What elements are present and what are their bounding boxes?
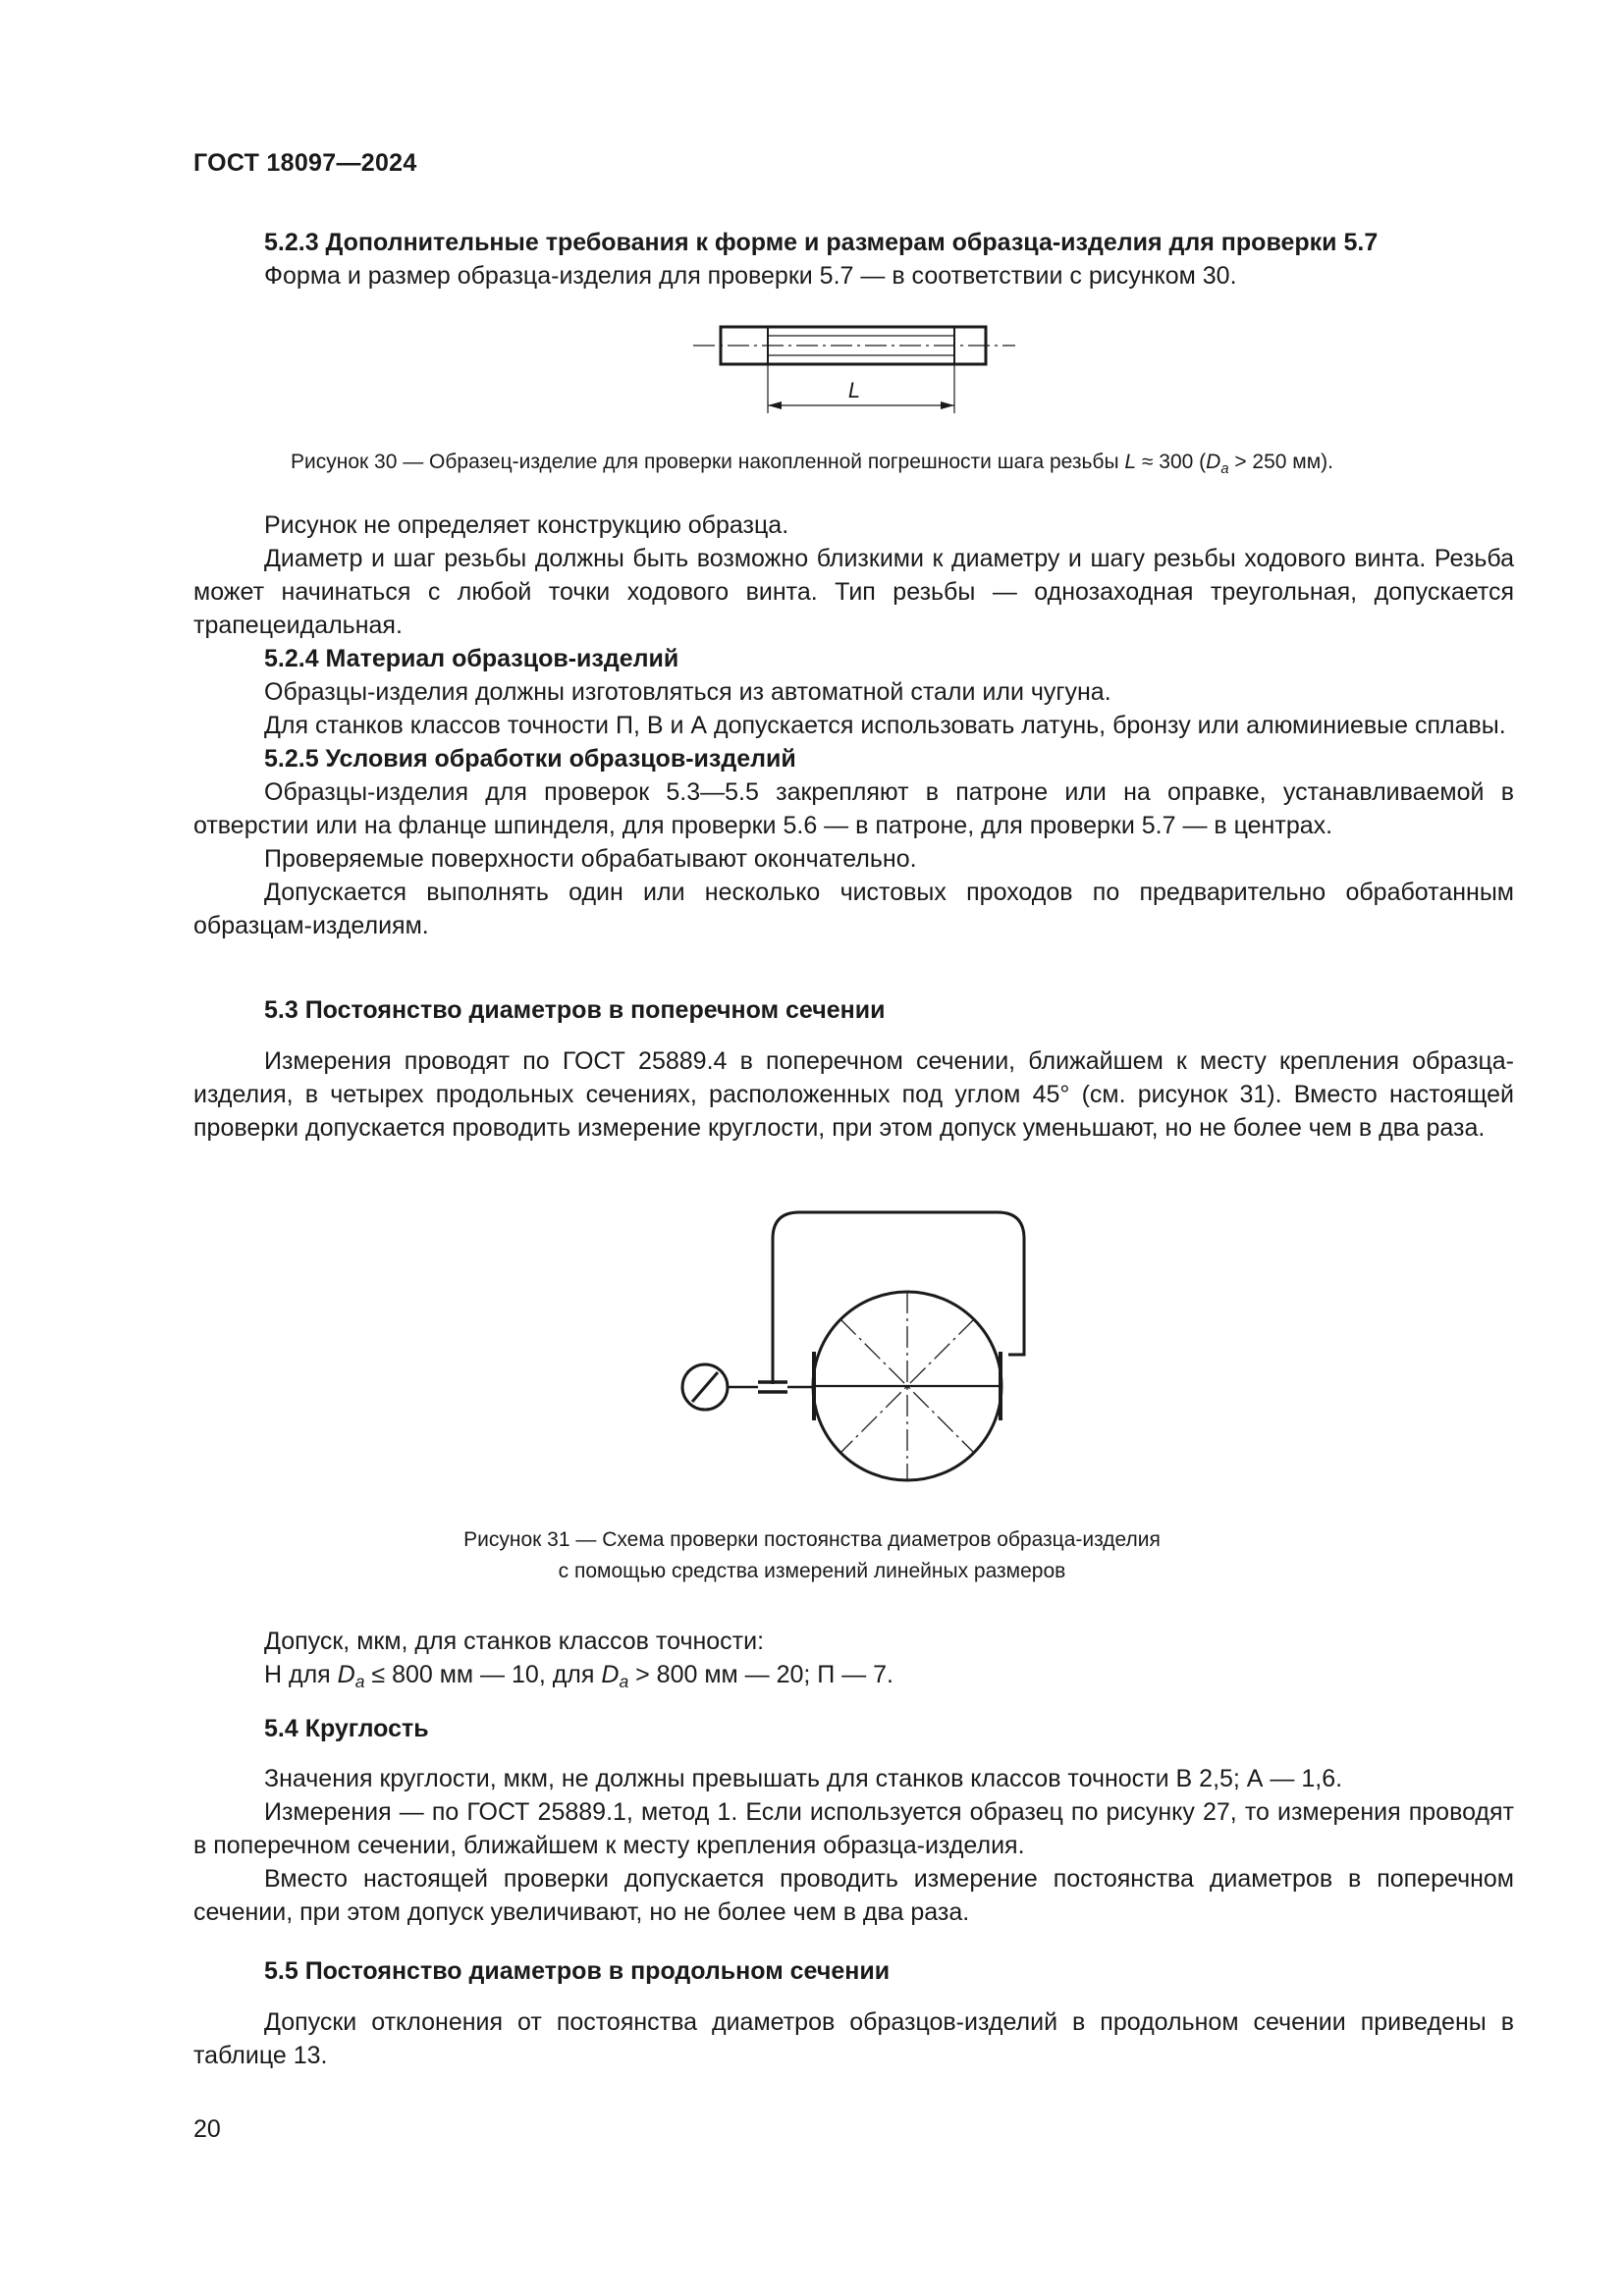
section-5-4-body — [193, 1762, 1514, 1929]
paragraph-5-2-5-1: Образцы-изделия для проверок 5.3—5.5 закрепляют в патроне или на оправке, устанавливаемой в отверстии или на фланце шпинделя, для проверки 5.6 — в патроне, для проверки 5.7 — в центрах. — [193, 778, 1514, 839]
subscript-a: a — [354, 1672, 365, 1691]
heading-5-2-4: 5.2.4 Материал образцов-изделий — [264, 645, 679, 672]
figure-30-label-L: L — [847, 378, 861, 402]
paragraph-5-2-5-2: Проверяемые поверхности обрабатывают окончательно. — [264, 845, 917, 873]
heading-5-3: 5.3 Постоянство диаметров в поперечном сечении — [264, 996, 886, 1024]
figure-30-specimen-drawing — [687, 309, 1021, 422]
page-number: 20 — [193, 2115, 221, 2143]
figure-31-caption-line-2: с помощью средства измерений линейных размеров — [558, 1560, 1066, 1582]
caption-text: ≈ 300 ( — [1136, 451, 1207, 473]
paragraph-5-4-2: Измерения — по ГОСТ 25889.1, метод 1. Если используется образец по рисунку 27, то измерения проводят в поперечном сечении, ближайшем к месту крепления образца-изделия. — [193, 1798, 1514, 1859]
paragraph-5-5-1: Допуски отклонения от постоянства диаметров образцов-изделий в продольном сечении приведены в таблице 13. — [193, 2008, 1514, 2069]
caption-text: Рисунок 30 — Образец-изделие для проверки накопленной погрешности шага резьбы — [290, 451, 1125, 473]
tolerance-line-1: Допуск, мкм, для станков классов точности: — [264, 1628, 765, 1655]
body-block-2 — [193, 508, 1514, 942]
paragraph-5-4-1: Значения круглости, мкм, не должны превышать для станков классов точности В 2,5; А — 1,6. — [264, 1765, 1343, 1792]
caption-symbol-D: D — [1206, 451, 1221, 473]
paragraph-5-2-3: Форма и размер образца-изделия для проверки 5.7 — в соответствии с рисунком 30. — [264, 262, 1237, 290]
section-5-5-heading-block — [193, 1954, 1514, 1988]
tolerance-line-2 — [193, 1658, 1514, 1691]
figure-31-measurement-scheme — [668, 1202, 1060, 1492]
heading-5-4: 5.4 Круглость — [264, 1715, 429, 1742]
paragraph-5-2-5-3: Допускается выполнять один или несколько чистовых проходов по предварительно обработанным образцам-изделиям. — [193, 879, 1514, 939]
caption-symbol-L: L — [1124, 451, 1137, 473]
paragraph-5-4-3: Вместо настоящей проверки допускается проводить измерение постоянства диаметров в поперечном сечении, при этом допуск увеличивают, но не более чем в два раза. — [193, 1865, 1514, 1926]
section-5-3-body — [193, 1044, 1514, 1145]
symbol-D: D — [601, 1661, 620, 1688]
document-header: ГОСТ 18097—2024 — [193, 149, 417, 177]
tolerance-text: ≤ 800 мм — 10, для — [364, 1661, 602, 1688]
tolerance-text: Н для — [264, 1661, 338, 1688]
heading-5-5: 5.5 Постоянство диаметров в продольном сечении — [264, 1957, 891, 1985]
paragraph-5-2-4-2: Для станков классов точности П, В и А допускается использовать латунь, бронзу или алюминиевые сплавы. — [264, 712, 1506, 739]
section-5-3-heading-block — [193, 993, 1514, 1027]
section-5-2-3 — [193, 226, 1514, 293]
tolerance-5-3 — [193, 1625, 1514, 1691]
paragraph-thread: Диаметр и шаг резьбы должны быть возможно близкими к диаметру и шагу резьбы ходового винта. Резьба может начинаться с любой точки ходового винта. Тип резьбы — однозаходная треугольная, допускается трапецеидальная. — [193, 545, 1514, 639]
caption-subscript-a: a — [1220, 461, 1229, 477]
figure-30-caption — [0, 447, 1624, 478]
section-5-5-body — [193, 2005, 1514, 2072]
heading-5-2-3: 5.2.3 Дополнительные требования к форме и размерам образца-изделия для проверки 5.7 — [264, 229, 1379, 256]
heading-5-2-5: 5.2.5 Условия обработки образцов-изделий — [264, 745, 796, 773]
figure-31-caption-line-1: Рисунок 31 — Схема проверки постоянства диаметров образца-изделия — [463, 1528, 1161, 1551]
paragraph-5-3-1: Измерения проводят по ГОСТ 25889.4 в поперечном сечении, ближайшем к месту крепления образца-изделия, в четырех продольных сечениях, расположенных под углом 45° (см. рисунок 31). Вместо настоящей проверки допускается проводить измерение круглости, при этом допуск уменьшают, но не более чем в два раза. — [193, 1047, 1514, 1142]
paragraph-figure-note: Рисунок не определяет конструкцию образца. — [264, 511, 789, 539]
section-5-4-heading-block — [193, 1712, 1514, 1745]
paragraph-5-2-4-1: Образцы-изделия должны изготовляться из автоматной стали или чугуна. — [264, 678, 1111, 706]
symbol-D: D — [337, 1661, 355, 1688]
caption-text: > 250 мм). — [1228, 451, 1333, 473]
tolerance-text: > 800 мм — 20; П — 7. — [628, 1661, 893, 1688]
subscript-a: a — [619, 1672, 629, 1691]
